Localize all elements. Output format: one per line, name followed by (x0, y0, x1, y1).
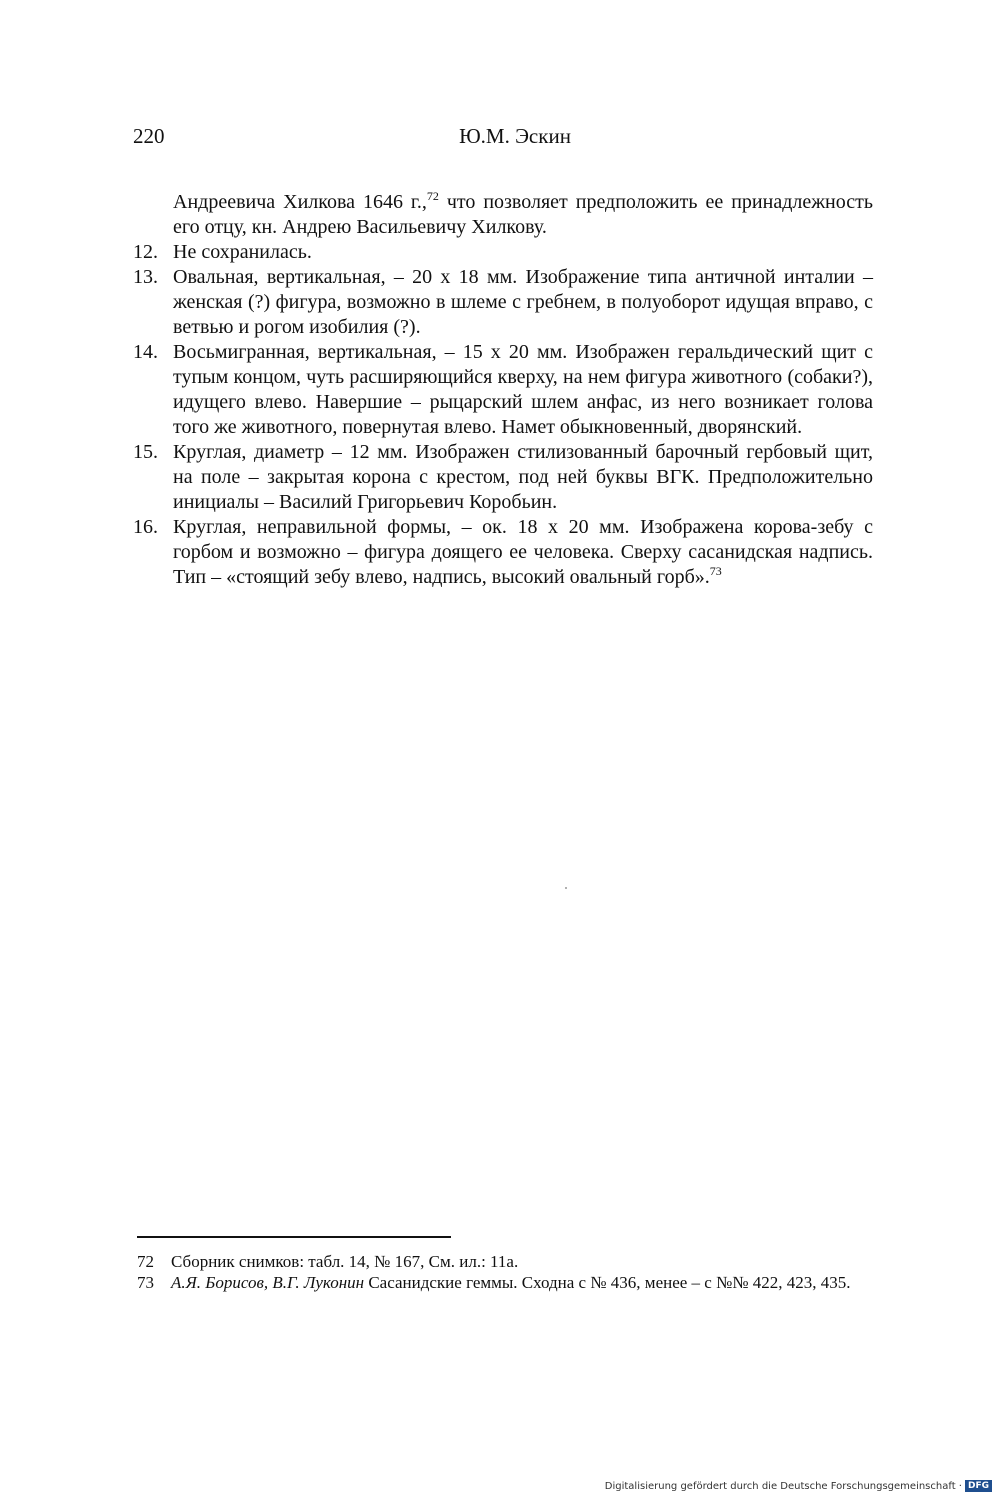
footnote (137, 1251, 875, 1272)
list-item (133, 515, 873, 590)
footnote (137, 1272, 875, 1293)
dfg-banner-text: Digitalisierung gefördert durch die Deutsche Forschungsgemeinschaft · (604, 1480, 962, 1492)
scan-speck (565, 887, 567, 889)
footnote-number: 72 (137, 1252, 154, 1271)
dfg-funding-banner (605, 1480, 992, 1492)
footnote-ref-73[interactable]: 73 (709, 564, 722, 578)
item-number: 16. (133, 516, 158, 538)
dfg-logo-icon: DFG (965, 1480, 992, 1492)
item-text: Круглая, диаметр – 12 мм. Изображен стилизованный барочный гербовый щит, на поле – закрытая корона с крестом, под ней буквы ВГК. Предположительно инициалы – Василий Григорьевич Коробьин. (173, 441, 873, 513)
list-item (133, 265, 873, 340)
page-number: 220 (133, 124, 165, 148)
continuation-paragraph (133, 190, 873, 240)
footnote-divider (137, 1236, 451, 1238)
item-number: 14. (133, 341, 158, 363)
item-number: 12. (133, 241, 158, 263)
list-item (133, 240, 873, 265)
footnote-text: Сборник снимков: табл. 14, № 167, См. ил.: 11а. (171, 1252, 519, 1271)
item-text (173, 515, 873, 590)
footnote-authors: А.Я. Борисов, В.Г. Луконин (171, 1273, 365, 1292)
footnote-citation: Сасанидские геммы. Сходна с № 436, менее – с №№ 422, 423, 435. (364, 1273, 851, 1292)
footnote-text (171, 1272, 875, 1293)
item-number: 13. (133, 266, 158, 288)
item-text: Восьмигранная, вертикальная, – 15 x 20 мм. Изображен геральдический щит с тупым концом, чуть расширяющийся кверху, на нем фигура животного (собаки?), идущего влево. Навершие – рыцарский шлем анфас, из него возникает голова того же животного, повернутая влево. Намет обыкновенный, дворянский. (173, 341, 873, 438)
continuation-text: Андреевича Хилкова 1646 г., (173, 191, 427, 213)
footnotes (137, 1251, 875, 1293)
list-item (133, 340, 873, 440)
footnote-ref-72[interactable]: 72 (426, 189, 439, 203)
footnote-number: 73 (137, 1273, 154, 1292)
item-text: Овальная, вертикальная, – 20 x 18 мм. Изображение типа античной инталии – женская (?) фигура, возможно в шлеме с гребнем, в полуоборот идущая вправо, с ветвью и рогом изобилия (?). (173, 266, 873, 338)
list-item (133, 440, 873, 515)
item-text: Не сохранилась. (173, 241, 312, 263)
item-text-body: Круглая, неправильной формы, – ок. 18 x 20 мм. Изображена корова-зебу с горбом и возможно – фигура доящего ее человека. Сверху сасанидская надпись. Тип – «стоящий зебу влево, надпись, высокий овальный горб». (173, 516, 873, 588)
item-number: 15. (133, 441, 158, 463)
running-head: Ю.М. Эскин (459, 124, 571, 148)
continuation-text-end: что позволяет предположить ее принадлежность его отцу, кн. Андрею Васильевичу Хилкову. (173, 191, 873, 238)
body-text (133, 190, 873, 590)
